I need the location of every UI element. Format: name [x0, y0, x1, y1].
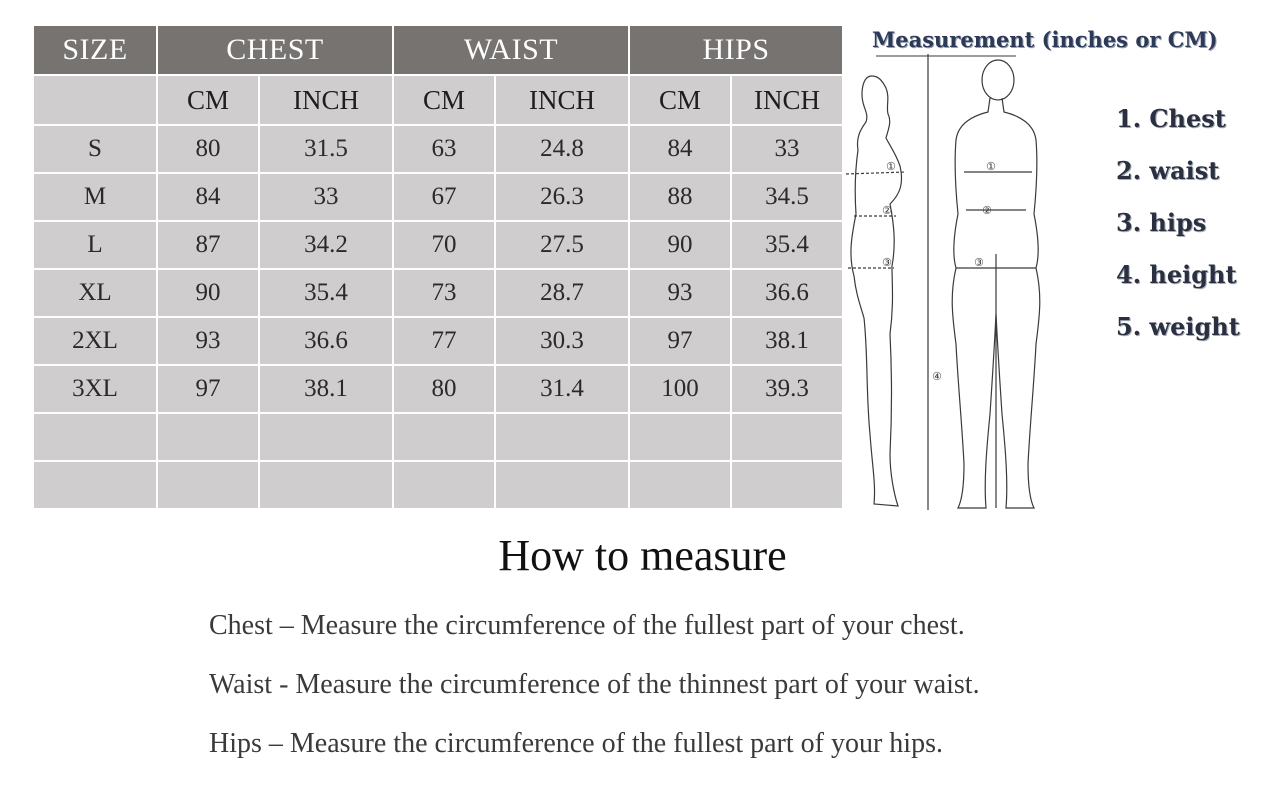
value-cell	[629, 461, 731, 509]
value-cell	[157, 461, 259, 509]
value-cell: 80	[393, 365, 495, 413]
value-cell: 93	[629, 269, 731, 317]
value-cell	[731, 461, 843, 509]
table-row	[33, 365, 843, 413]
value-cell: 84	[157, 173, 259, 221]
value-cell: 38.1	[731, 317, 843, 365]
value-cell: 84	[629, 125, 731, 173]
size-cell: XL	[33, 269, 157, 317]
table-row	[33, 125, 843, 173]
table-row	[33, 461, 843, 509]
body-diagram	[846, 54, 1106, 510]
value-cell: 87	[157, 221, 259, 269]
size-cell: S	[33, 125, 157, 173]
marker-height: ④	[932, 370, 942, 383]
value-cell: 77	[393, 317, 495, 365]
measurement-item-chest: 1. Chest	[1116, 104, 1226, 133]
value-cell: 31.4	[495, 365, 629, 413]
header-chest: CHEST	[157, 25, 393, 75]
how-line-waist: Waist - Measure the circumference of the thinnest part of your waist.	[209, 669, 980, 700]
side-view-figure	[846, 76, 906, 506]
measurement-item-height: 4. height	[1116, 260, 1237, 289]
size-cell	[33, 461, 157, 509]
how-to-measure-title: How to measure	[498, 531, 787, 580]
value-cell: 97	[157, 365, 259, 413]
measurement-item-waist: 2. waist	[1116, 156, 1220, 185]
value-cell: 39.3	[731, 365, 843, 413]
value-cell: 70	[393, 221, 495, 269]
value-cell: 97	[629, 317, 731, 365]
unit-row	[33, 75, 843, 125]
header-size: SIZE	[33, 25, 157, 75]
header-hips: HIPS	[629, 25, 843, 75]
value-cell: 33	[259, 173, 393, 221]
unit-cell: INCH	[731, 75, 843, 125]
how-line-hips: Hips – Measure the circumference of the fullest part of your hips.	[209, 728, 943, 759]
value-cell: 26.3	[495, 173, 629, 221]
back-view-figure	[952, 60, 1040, 508]
table-row	[33, 317, 843, 365]
size-cell: 3XL	[33, 365, 157, 413]
value-cell	[495, 461, 629, 509]
table-row	[33, 221, 843, 269]
measurement-item-hips: 3. hips	[1116, 208, 1207, 237]
marker-chest-back: ①	[986, 160, 996, 173]
how-line-chest: Chest – Measure the circumference of the fullest part of your chest.	[209, 610, 965, 641]
value-cell: 80	[157, 125, 259, 173]
value-cell: 34.5	[731, 173, 843, 221]
marker-waist-back: ②	[982, 204, 992, 217]
marker-chest-side: ①	[886, 160, 896, 173]
unit-cell: INCH	[495, 75, 629, 125]
value-cell: 67	[393, 173, 495, 221]
unit-cell: CM	[393, 75, 495, 125]
value-cell: 28.7	[495, 269, 629, 317]
size-chart-table	[32, 24, 844, 510]
measurement-item-weight: 5. weight	[1116, 312, 1240, 341]
value-cell: 36.6	[731, 269, 843, 317]
table-header-row	[33, 25, 843, 75]
value-cell: 88	[629, 173, 731, 221]
value-cell: 30.3	[495, 317, 629, 365]
value-cell: 73	[393, 269, 495, 317]
how-to-measure-list	[209, 610, 980, 787]
value-cell: 38.1	[259, 365, 393, 413]
value-cell	[731, 413, 843, 461]
value-cell: 36.6	[259, 317, 393, 365]
value-cell	[629, 413, 731, 461]
marker-hips-side: ③	[882, 256, 892, 269]
figure-title: Measurement (inches or CM)	[872, 27, 1218, 52]
value-cell: 93	[157, 317, 259, 365]
unit-cell: INCH	[259, 75, 393, 125]
value-cell: 31.5	[259, 125, 393, 173]
header-waist: WAIST	[393, 25, 629, 75]
value-cell	[393, 413, 495, 461]
value-cell: 100	[629, 365, 731, 413]
size-cell: 2XL	[33, 317, 157, 365]
value-cell: 34.2	[259, 221, 393, 269]
value-cell: 63	[393, 125, 495, 173]
marker-waist-side: ②	[882, 204, 892, 217]
value-cell: 90	[157, 269, 259, 317]
unit-cell: CM	[157, 75, 259, 125]
value-cell: 24.8	[495, 125, 629, 173]
value-cell: 35.4	[731, 221, 843, 269]
table-row	[33, 269, 843, 317]
value-cell: 33	[731, 125, 843, 173]
table-row	[33, 413, 843, 461]
value-cell	[393, 461, 495, 509]
measurement-list	[1116, 104, 1240, 364]
value-cell: 90	[629, 221, 731, 269]
value-cell	[259, 461, 393, 509]
value-cell	[495, 413, 629, 461]
size-cell: M	[33, 173, 157, 221]
unit-cell	[33, 75, 157, 125]
size-cell: L	[33, 221, 157, 269]
value-cell: 27.5	[495, 221, 629, 269]
measurement-figure	[846, 24, 1276, 510]
unit-cell: CM	[629, 75, 731, 125]
marker-hips-back: ③	[974, 256, 984, 269]
value-cell	[157, 413, 259, 461]
table-row	[33, 173, 843, 221]
size-cell	[33, 413, 157, 461]
value-cell	[259, 413, 393, 461]
value-cell: 35.4	[259, 269, 393, 317]
